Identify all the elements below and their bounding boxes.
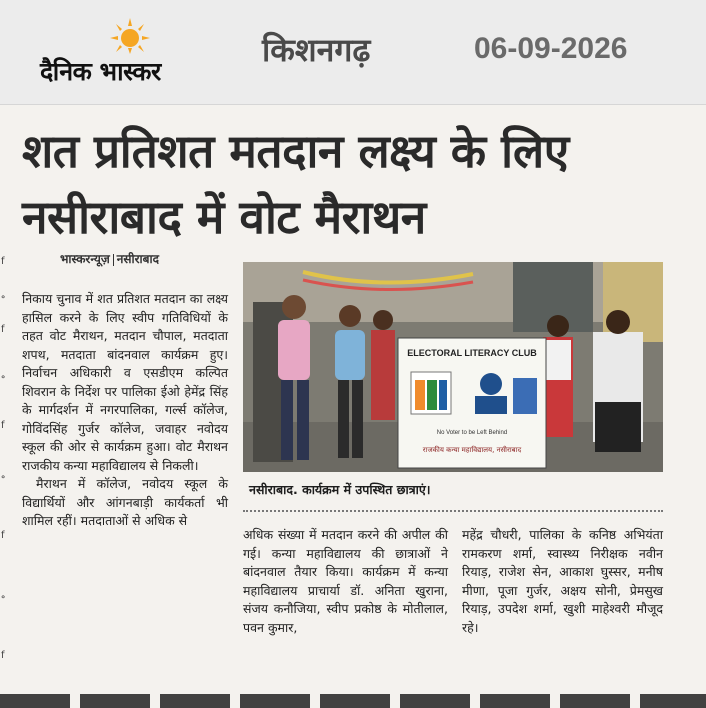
- byline-divider: [113, 254, 114, 266]
- byline-place: नसीराबाद: [116, 252, 159, 266]
- event-photo-illustration: [243, 262, 663, 472]
- next-article-cutoff: [0, 694, 706, 708]
- event-photo: [243, 262, 663, 472]
- byline-source: भास्करन्यूज़: [60, 252, 110, 266]
- sun-logo-icon: [110, 18, 150, 54]
- brand-name: दैनिक भास्कर: [40, 57, 161, 86]
- edition-date: 06-09-2026: [474, 32, 628, 65]
- article-column-1: [22, 290, 228, 531]
- paragraph: निकाय चुनाव में शत प्रतिशत मतदान का लक्ष्य हासिल करने के लिए स्वीप गतिविधियों के तहत वोट मैराथन, मतदान चौपाल, मतदाता शपथ, मतदाता बांदनवाल कार्यक्रम हुए। निर्वाचन अधिकारी व एसडीएम कल्पित शिवरान के निर्देश पर पालिका ईओ हेमेंद्र सिंह के मार्गदर्शन में नगरपालिका, गर्ल्स कॉलेज, गोविंदसिंह गुर्जर कॉलेज, जवाहर नवोदय स्कूल की ओर से कार्यक्रम हुआ। वोट मैराथन राजकीय कन्या महाविद्यालय से निकली।: [22, 291, 228, 473]
- paragraph: मैराथन में कॉलेज, नवोदय स्कूल के विद्यार्थियों और आंगनबाड़ी कार्यकर्ता भी शामिल रहीं। मतदाताओं से अधिक से: [22, 476, 228, 528]
- brand-logo: [40, 18, 220, 88]
- photo-caption: नसीराबाद. कार्यक्रम में उपस्थित छात्राएं।: [243, 476, 663, 512]
- article-column-2: [243, 526, 448, 637]
- article-headline: शत प्रतिशत मतदान लक्ष्य के लिए नसीराबाद में वोट मैराथन: [22, 124, 569, 244]
- paragraph: अधिक संख्या में मतदान करने की अपील की गई। कन्या महाविद्यालय की छात्राओं ने बांदनवाल तैयार किया। कार्यक्रम में कन्या महाविद्यालय प्राचार्या डॉ. अनिता खुराना, संजय कनौजिया, स्वीप प्रकोष्ठ के मोतीलाल, पवन कुमार,: [243, 527, 448, 635]
- banner-tagline: No Voter to be Left Behind: [436, 430, 508, 436]
- banner-footer: राजकीय कन्या महाविद्यालय, नसीराबाद: [422, 446, 522, 454]
- byline: [60, 250, 159, 267]
- banner-title: ELECTORAL LITERACY CLUB: [407, 348, 537, 358]
- article-column-3: [462, 526, 663, 637]
- paragraph: महेंद्र चौधरी, पालिका के कनिष्ठ अभियंता रामकरण शर्मा, स्वास्थ्य निरीक्षक नवीन रियाड़, राजेश सेन, आकाश घुस्सर, मनीष मीणा, पूजा गुर्जर, अक्षय सोनी, प्रेमसुख रियाड़, उपदेश शर्मा, खुशी माहेश्वरी मौजूद रहे।: [462, 527, 663, 635]
- adjacent-column-fragment: f ॰ f ॰ f ॰ f ॰ f: [1, 256, 6, 661]
- masthead-bar: [0, 0, 706, 105]
- electoral-literacy-banner: [398, 338, 546, 468]
- edition-city: किशनगढ़: [262, 31, 371, 69]
